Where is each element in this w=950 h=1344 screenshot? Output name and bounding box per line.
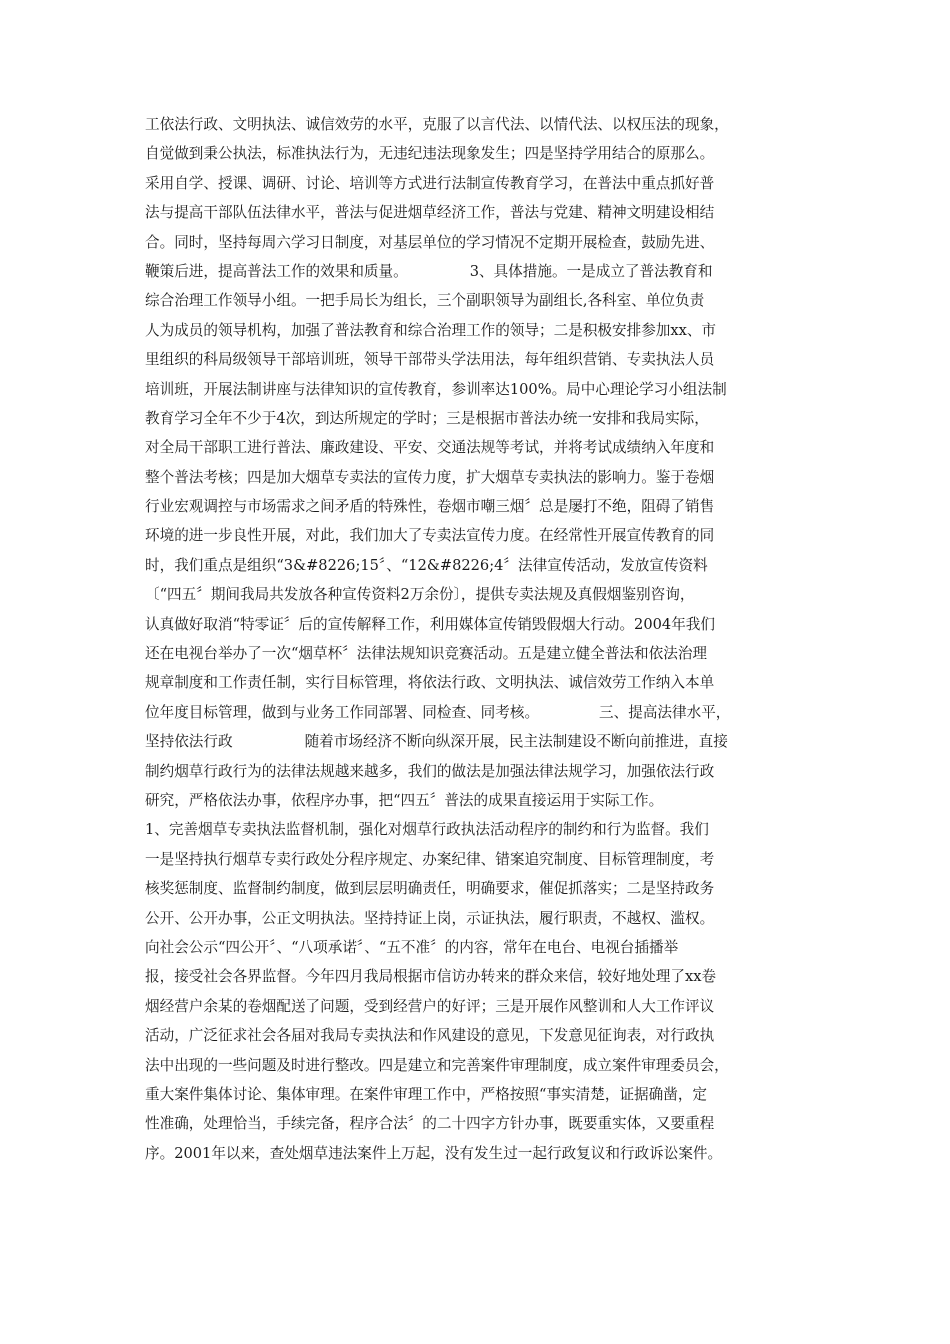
text-line: 自觉做到秉公执法，标准执法行为，无违纪违法现象发生；四是坚持学用结合的原那么。 [145,145,715,163]
text-line: 人为成员的领导机构，加强了普法教育和综合治理工作的领导；二是积极安排参加xx、市 [145,321,717,339]
text-line: 序。2001年以来，查处烟草违法案件上万起，没有发生过一起行政复议和行政诉讼案件。 [145,1144,723,1162]
text-line: 行业宏观调控与市场需求之间矛盾的特殊性，卷烟市嘲三烟〞总是屡打不绝，阻碍了销售 [145,498,715,516]
text-line: 重大案件集体讨论、集体审理。在案件审理工作中，严格按照“事实清楚，证据确凿，定 [145,1085,708,1103]
text-line: 核奖惩制度、监督制约制度，做到层层明确责任，明确要求，催促抓落实；二是坚持政务 [145,880,715,898]
text-line: 〔“四五〞期间我局共发放各种宣传资料2万余份〕，提供专卖法规及真假烟鉴别咨询， [145,586,695,604]
text-line: 培训班，开展法制讲座与法律知识的宣传教育，参训率达100%。局中心理论学习小组法制 [145,380,727,398]
text-line: 还在电视台举办了一次“烟草杯〞法律法规知识竞赛活动。五是建立健全普法和依法治理 [145,645,708,663]
text-line [145,727,810,756]
text-line: 合。同时，坚持每周六学习日制度，对基层单位的学习情况不定期开展检查，鼓励先进、 [145,233,715,251]
text-line: 规章制度和工作责任制，实行目标管理，将依法行政、文明执法、诚信效劳工作纳入本单 [145,674,715,692]
text-line: 制约烟草行政行为的法律法规越来越多，我们的做法是加强法律法规学习，加强依法行政 [145,762,715,780]
text-line [145,257,810,286]
section-heading: 3、具体措施。一是成立了普法教育和 [469,262,713,280]
text-line: 法与提高干部队伍法律水平，普法与促进烟草经济工作，普法与党建、精神文明建设相结 [145,204,715,222]
text-line: 工依法行政、文明执法、诚信效劳的水平，克服了以言代法、以情代法、以权压法的现象， [145,116,729,133]
text-segment: 随着市场经济不断向纵深开展，民主法制建设不断向前推进，直接 [304,733,728,751]
text-segment: 鞭策后进，提高普法工作的效果和质量。 [145,262,408,280]
text-line: 活动，广泛征求社会各届对我局专卖执法和作风建设的意见，下发意见征询表，对行政执 [145,1027,715,1045]
text-line: 性准确，处理恰当，手续完备，程序合法〞的二十四字方针办事，既要重实体，又要重程 [145,1115,715,1133]
text-line: 研究，严格依法办事，依程序办事，把“四五〞普法的成果直接运用于实际工作。 [145,791,664,809]
text-line: 法中出现的一些问题及时进行整改。四是建立和完善案件审理制度，成立案件审理委员会， [145,1056,729,1074]
text-line: 教育学习全年不少于4次，到达所规定的学时；三是根据市普法办统一安排和我局实际， [145,409,709,427]
text-line: 1、完善烟草专卖执法监督机制，强化对烟草行政执法活动程序的制约和行为监督。我们 [145,821,709,839]
text-line: 环境的进一步良性开展，对此，我们加大了专卖法宣传力度。在经常性开展宣传教育的同 [145,527,715,545]
text-line [145,698,810,727]
text-line: 向社会公示“四公开〞、“八项承诺〞、“五不准〞的内容，常年在电台、电视台插播举 [145,938,679,956]
text-line: 时，我们重点是组织“3&#8226;15〞、“12&#8226;4〞法律宣传活动，发放宣传资料 [145,556,708,574]
section-heading: 三、提高法律水平， [599,703,731,721]
text-line: 一是坚持执行烟草专卖行政处分程序规定、办案纪律、错案追究制度、目标管理制度，考 [145,850,715,868]
text-line: 采用自学、授课、调研、讨论、培训等方式进行法制宣传教育学习，在普法中重点抓好普 [145,174,715,192]
text-line: 整个普法考核；四是加大烟草专卖法的宣传力度，扩大烟草专卖执法的影响力。鉴于卷烟 [145,468,715,486]
text-line: 烟经营户余某的卷烟配送了问题，受到经营户的好评；三是开展作风整训和人大工作评议 [145,997,715,1015]
body-text [145,110,810,1168]
section-heading: 坚持依法行政 [145,733,233,751]
text-segment: 位年度目标管理，做到与业务工作同部署、同检查、同考核。 [145,703,540,721]
text-line: 里组织的科局级领导干部培训班，领导干部带头学法用法，每年组织营销、专卖执法人员 [145,351,715,369]
text-line: 公开、公开办事，公正文明执法。坚持持证上岗，示证执法，履行职责，不越权、滥权。 [145,909,715,927]
text-line: 报，接受社会各界监督。今年四月我局根据市信访办转来的群众来信，较好地处理了xx卷 [145,968,717,986]
text-line: 综合治理工作领导小组。一把手局长为组长，三个副职领导为副组长,各科室、单位负责 [145,292,705,310]
text-line: 认真做好取消“特零证〞后的宣传解释工作，利用媒体宣传销毁假烟大行动。2004年我们 [145,615,715,633]
text-line: 对全局干部职工进行普法、廉政建设、平安、交通法规等考试，并将考试成绩纳入年度和 [145,439,715,457]
